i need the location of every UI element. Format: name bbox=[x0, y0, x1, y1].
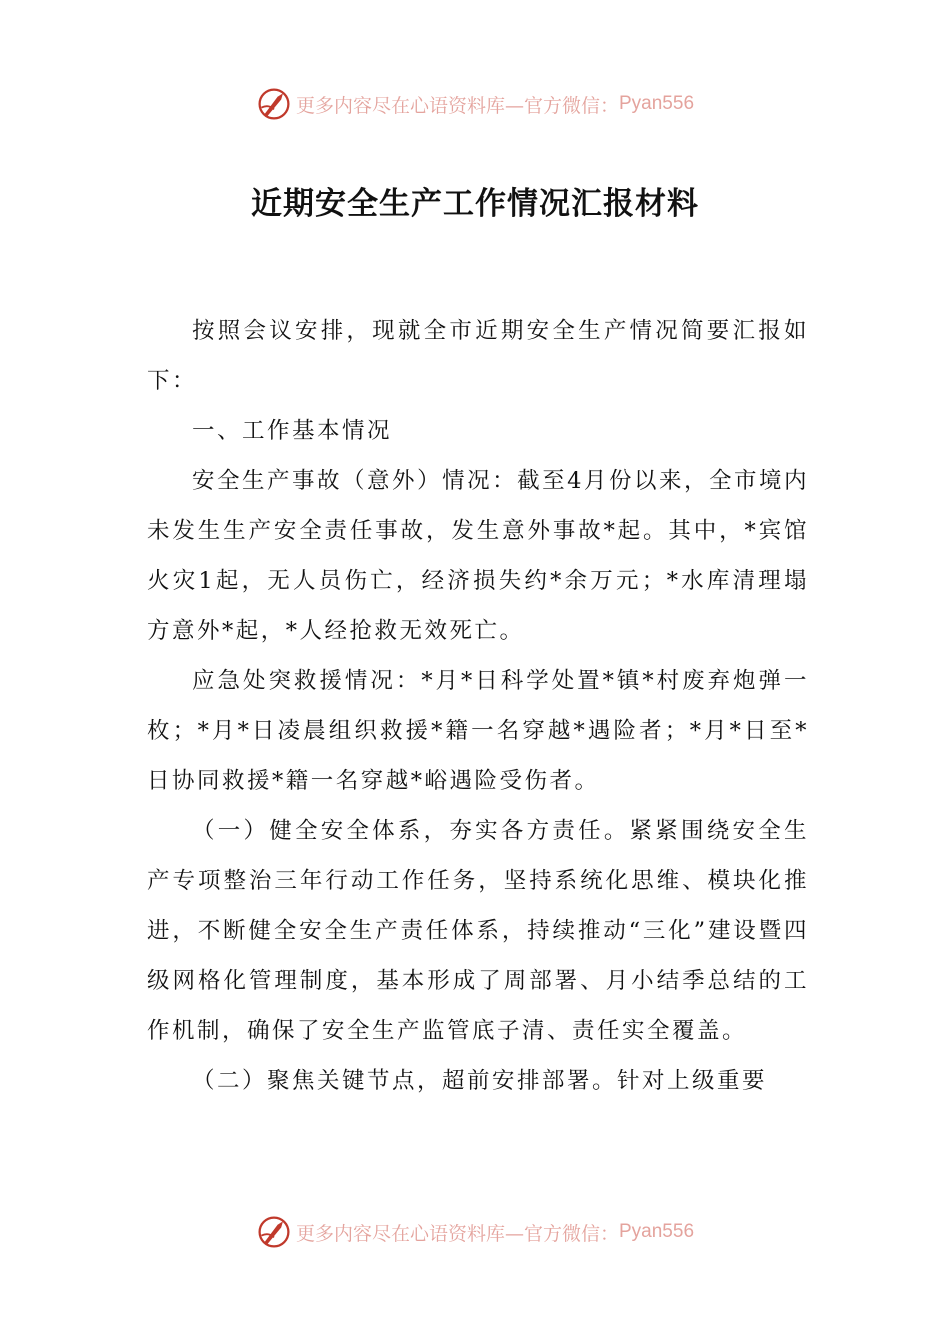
banner-wechat-id: Pyan556 bbox=[619, 93, 695, 114]
paragraph: 应急处突救援情况：*月*日科学处置*镇*村废弃炮弹一枚；*月*日凌晨组织救援*籍一名穿越*遇险者；*月*日至*日协同救援*籍一名穿越*峪遇险受伤者。 bbox=[147, 668, 809, 794]
section-heading: 一、工作基本情况 bbox=[192, 418, 393, 444]
banner-text: 更多内容尽在心语资料库—官方微信： bbox=[295, 1222, 619, 1245]
banner-wechat-id: Pyan556 bbox=[619, 1221, 695, 1242]
footer-banner bbox=[0, 1212, 950, 1252]
paragraph: （二）聚焦关键节点，超前安排部署。针对上级重要 bbox=[192, 1068, 768, 1094]
paragraph: 按照会议安排，现就全市近期安全生产情况简要汇报如下： bbox=[147, 318, 809, 394]
paragraph: （一）健全安全体系，夯实各方责任。紧紧围绕安全生产专项整治三年行动工作任务，坚持系统化思维、模块化推进，不断健全安全生产责任体系，持续推动“三化”建设暨四级网格化管理制度，基本形成了周部署、月小结季总结的工作机制，确保了安全生产监管底子清、责任实全覆盖。 bbox=[147, 818, 809, 1044]
paragraph: 安全生产事故（意外）情况：截至4月份以来，全市境内未发生生产安全责任事故，发生意外事故*起。其中，*宾馆火灾1起，无人员伤亡，经济损失约*余万元；*水库清理塌方意外*起，*人经抢救无效死亡。 bbox=[147, 468, 809, 644]
document-title: 近期安全生产工作情况汇报材料 bbox=[251, 186, 699, 222]
pen-nib-logo-icon bbox=[256, 1214, 292, 1250]
banner-text: 更多内容尽在心语资料库—官方微信： bbox=[295, 94, 619, 117]
document-body bbox=[147, 306, 809, 1106]
header-banner bbox=[0, 84, 950, 124]
pen-nib-logo-icon bbox=[256, 86, 292, 122]
